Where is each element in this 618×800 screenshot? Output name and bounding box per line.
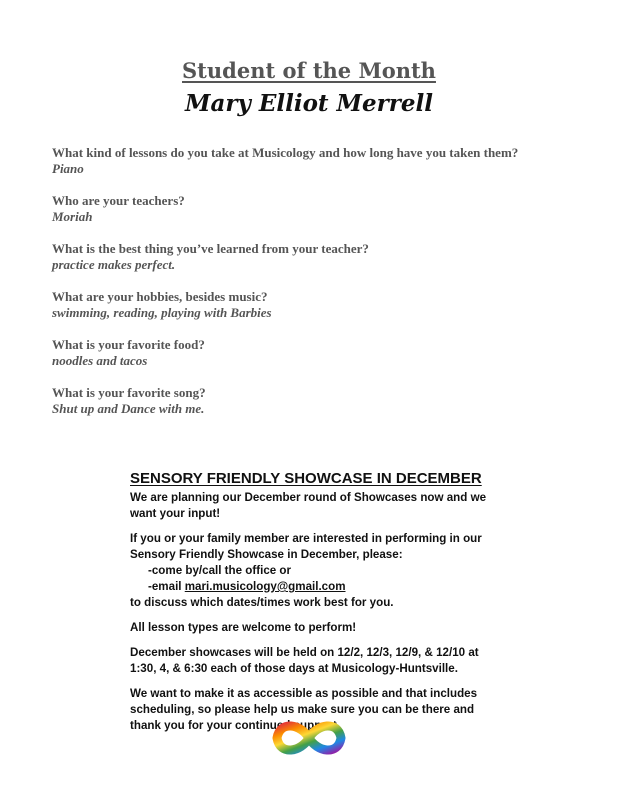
answer-song: Shut up and Dance with me. (52, 401, 205, 416)
answer-teachers: Moriah (52, 209, 93, 224)
qa-item (52, 241, 592, 273)
interest-line: If you or your family member are interested in performing in our Sensory Friendly Showcase in December, please: (130, 532, 482, 561)
question-hobbies: What are your hobbies, besides music? (52, 289, 268, 304)
page-title: Student of the Month (182, 58, 436, 83)
showcase-announcement (130, 470, 490, 743)
rainbow-infinity-icon (268, 710, 350, 766)
question-food: What is your favorite food? (52, 337, 205, 352)
answer-hobbies: swimming, reading, playing with Barbies (52, 305, 272, 320)
showcase-closing: We want to make it as accessible as possible and that includes scheduling, so please help us make sure you can be there and thank you for your continued support. (130, 687, 478, 732)
showcase-intro: We are planning our December round of Showcases now and we want your input! (130, 491, 487, 520)
qa-item (52, 289, 592, 321)
showcase-heading: SENSORY FRIENDLY SHOWCASE IN DECEMBER (130, 470, 482, 487)
option-call: -come by/call the office or (148, 564, 292, 577)
question-lessons: What kind of lessons do you take at Musicology and how long have you taken them? (52, 145, 519, 160)
qa-item (52, 145, 592, 177)
email-link[interactable]: mari.musicology@gmail.com (184, 580, 346, 593)
answer-lessons: Piano (52, 161, 84, 176)
qa-item (52, 385, 592, 417)
answer-food: noodles and tacos (52, 353, 148, 368)
question-teachers: Who are your teachers? (52, 193, 185, 208)
qa-item (52, 193, 592, 225)
interview-list (52, 145, 592, 433)
showcase-schedule: December showcases will be held on 12/2, 12/3, 12/9, & 12/10 at 1:30, 4, & 6:30 each of those days at Musicology-Huntsville. (130, 646, 479, 675)
showcase-instructions (130, 531, 490, 611)
student-name: Mary Elliot Merrell (184, 90, 433, 117)
discuss-line: to discuss which dates/times work best for you. (130, 596, 394, 609)
email-prefix: -email (148, 580, 185, 593)
option-email (130, 579, 490, 595)
showcase-welcome: All lesson types are welcome to perform! (130, 621, 357, 634)
answer-best-thing: practice makes perfect. (52, 257, 176, 272)
question-best-thing: What is the best thing you’ve learned from your teacher? (52, 241, 369, 256)
qa-item (52, 337, 592, 369)
question-song: What is your favorite song? (52, 385, 206, 400)
